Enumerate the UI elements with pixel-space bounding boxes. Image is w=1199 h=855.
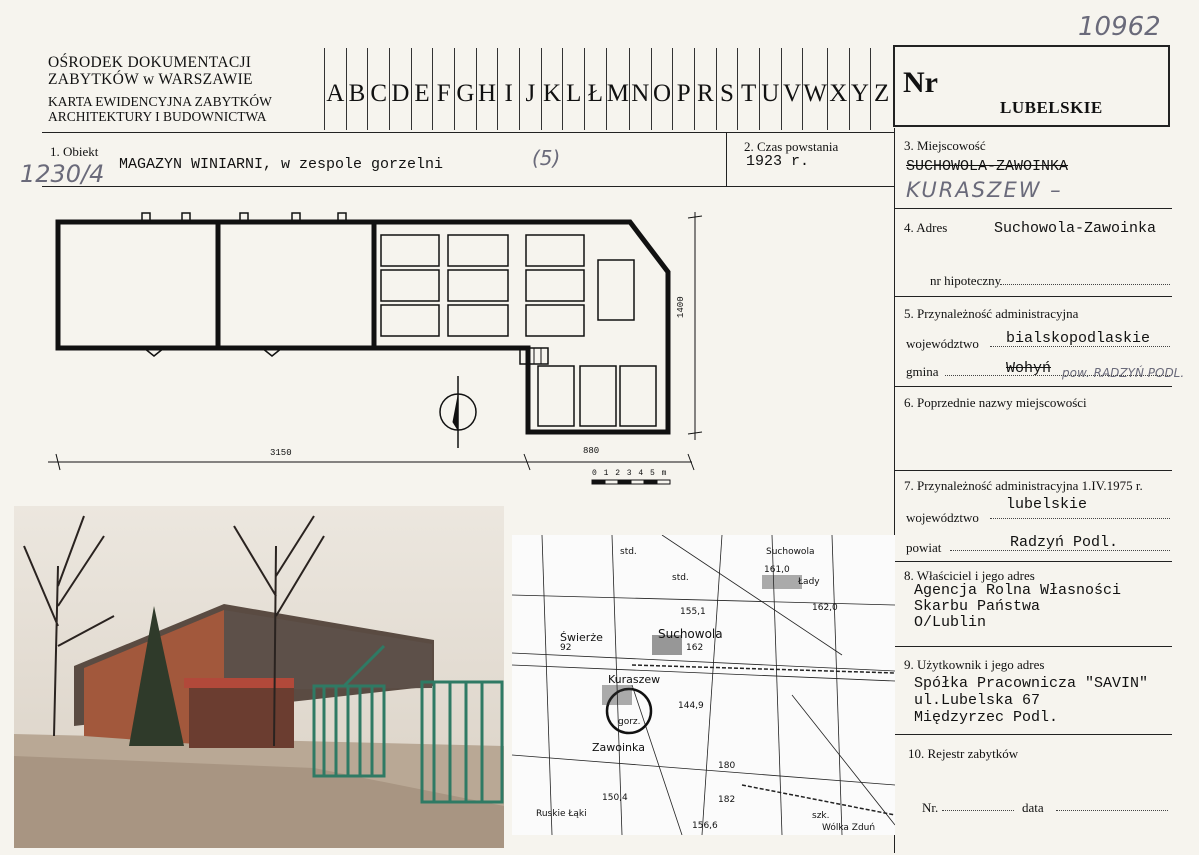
institute-name <box>48 54 293 88</box>
wlasciciel-line-3: O/Lublin <box>914 614 987 631</box>
wojewodztwo-dots <box>990 346 1170 347</box>
wojewodztwo-label: województwo <box>906 336 979 351</box>
alphabet-letter: I <box>497 48 519 130</box>
map-label: Świerże <box>560 631 603 644</box>
nr-label: Nr <box>903 66 938 99</box>
map-label: 162,0 <box>812 603 838 613</box>
map-label: Suchowola <box>766 547 815 557</box>
map-label: std. <box>620 547 637 557</box>
wojewodztwo-value: bialskopodlaskie <box>1006 330 1151 347</box>
map-label: Łady <box>798 577 820 587</box>
map-label: gorz. <box>618 717 641 727</box>
powiat-value: Radzyń Podl. <box>1010 534 1119 551</box>
alphabet-index <box>324 48 892 130</box>
divider-7 <box>894 561 1172 562</box>
map-label: 161,0 <box>764 565 790 575</box>
alphabet-letter: B <box>346 48 368 130</box>
divider-8 <box>894 646 1172 647</box>
uzytkownik-line-3: Międzyrzec Podl. <box>914 709 1059 726</box>
map-label: 156,6 <box>692 821 718 831</box>
uzytkownik-line-1: Spółka Pracownicza "SAVIN" <box>914 675 1149 692</box>
uzytkownik-value <box>914 675 1148 726</box>
dim-total: 3150 <box>270 448 292 458</box>
obiekt-handwritten: 1230/4 <box>20 160 105 188</box>
hipoteczny-dots <box>1000 284 1170 285</box>
map-label: 155,1 <box>680 607 706 617</box>
adres-value: Suchowola-Zawoinka <box>994 220 1157 237</box>
map-label: Kuraszew <box>608 673 661 686</box>
object-divider <box>42 186 894 187</box>
alphabet-letter: F <box>432 48 454 130</box>
powiat-dots <box>950 550 1170 551</box>
map-label: std. <box>672 573 689 583</box>
alphabet-letter: V <box>781 48 803 130</box>
scale-label: 0 1 2 3 4 5 m <box>592 469 668 478</box>
czas-value: 1923 r. <box>746 153 810 170</box>
map-label: 180 <box>718 761 736 771</box>
alphabet-letter: E <box>411 48 433 130</box>
institute-line-1: OŚRODEK DOKUMENTACJI <box>48 54 252 71</box>
wlasciciel-line-1: Agencja Rolna Własności <box>914 582 1122 599</box>
gmina-label: gmina <box>906 364 939 379</box>
divider-3 <box>894 208 1172 209</box>
divider-5 <box>894 386 1172 387</box>
obiekt-value: MAGAZYN WINIARNI, w zespole gorzelni <box>119 156 444 173</box>
alphabet-letter: Z <box>870 48 892 130</box>
dim-height: 1400 <box>676 296 686 318</box>
rejestr-label: 10. Rejestr zabytków <box>908 746 1019 761</box>
wlasciciel-label: 8. Właściciel i jego adres <box>904 568 1035 583</box>
card-title <box>48 94 293 124</box>
gmina-value: Wohyń <box>1006 360 1052 377</box>
alphabet-letter: R <box>694 48 716 130</box>
alphabet-letter: M <box>606 48 629 130</box>
czas-label: 2. Czas powstania <box>744 139 839 154</box>
header-divider <box>42 132 894 133</box>
rejestr-nr-dots <box>942 810 1014 811</box>
institute-line-2: ZABYTKÓW w WARSZAWIE <box>48 71 253 88</box>
uzytkownik-line-2: ul.Lubelska 67 <box>914 692 1041 709</box>
map-label: 92 <box>560 643 572 653</box>
alphabet-letter: W <box>802 48 827 130</box>
building-photo <box>14 506 504 848</box>
alphabet-letter: P <box>672 48 694 130</box>
obiekt-label: 1. Obiekt <box>50 144 99 159</box>
alphabet-letter: C <box>367 48 389 130</box>
alphabet-letter: O <box>651 48 673 130</box>
miejscowosc-label: 3. Miejscowość <box>904 138 986 153</box>
miejscowosc-handwritten: KURASZEW – <box>906 178 1063 202</box>
alphabet-letter: A <box>324 48 346 130</box>
powiat-label: powiat <box>906 540 942 555</box>
hipoteczny-label: nr hipoteczny <box>930 273 1002 288</box>
wlasciciel-value <box>914 583 1121 631</box>
poprzednie-label: 6. Poprzednie nazwy miejscowości <box>904 395 1087 410</box>
map-label: 182 <box>718 795 736 805</box>
map-label: szk. <box>812 811 830 821</box>
alphabet-letter: K <box>541 48 563 130</box>
miejscowosc-value: SUCHOWOLA-ZAWOINKA <box>906 158 1069 175</box>
uzytkownik-label: 9. Użytkownik i jego adres <box>904 657 1045 672</box>
rejestr-data-dots <box>1056 810 1168 811</box>
alphabet-letter: S <box>716 48 738 130</box>
alphabet-letter: G <box>454 48 476 130</box>
floor-plan <box>40 200 730 490</box>
map-label: 162 <box>686 643 704 653</box>
nr-value: LUBELSKIE <box>1000 98 1103 117</box>
gmina-dots <box>945 375 1170 376</box>
wojewodztwo-1975-dots <box>990 518 1170 519</box>
alphabet-letter: N <box>629 48 651 130</box>
divider-6 <box>894 470 1172 471</box>
divider-9 <box>894 734 1172 735</box>
archive-number: 10962 <box>1078 12 1161 42</box>
rejestr-data-label: data <box>1022 800 1044 815</box>
alphabet-letter: Y <box>849 48 871 130</box>
przynaleznosc-1975-label: 7. Przynależność administracyjna 1.IV.1975 r. <box>904 478 1143 493</box>
alphabet-letter: Ł <box>584 48 606 130</box>
alphabet-letter: T <box>737 48 759 130</box>
card-title-line-2: ARCHITEKTURY I BUDOWNICTWA <box>48 109 267 124</box>
alphabet-letter: D <box>389 48 411 130</box>
alphabet-letter: H <box>476 48 498 130</box>
wojewodztwo-1975-label: województwo <box>906 510 979 525</box>
adres-label: 4. Adres <box>904 220 948 235</box>
czas-divider <box>726 132 727 186</box>
alphabet-letter: U <box>759 48 781 130</box>
wojewodztwo-1975-value: lubelskie <box>1006 496 1088 513</box>
card-title-line-1: KARTA EWIDENCYJNA ZABYTKÓW <box>48 94 272 109</box>
map-label: 150,4 <box>602 793 628 803</box>
rejestr-nr-label: Nr. <box>922 800 939 815</box>
gmina-handwritten: pow. RADZYŃ PODL. <box>1062 366 1185 380</box>
przynaleznosc-label: 5. Przynależność administracyjna <box>904 306 1079 321</box>
alphabet-letter: X <box>827 48 849 130</box>
wlasciciel-line-2: Skarbu Państwa <box>914 598 1041 615</box>
map-label: 144,9 <box>678 701 704 711</box>
map-label: Ruskie Łąki <box>536 809 587 819</box>
alphabet-letter: L <box>562 48 584 130</box>
map-label: Wólka Zduń <box>822 823 876 833</box>
obiekt-note: (5) <box>532 146 561 170</box>
dim-part: 880 <box>583 446 600 456</box>
alphabet-letter: J <box>519 48 541 130</box>
map-label: Zawoinka <box>592 741 645 754</box>
map-labels <box>512 535 895 835</box>
divider-4 <box>894 296 1172 297</box>
map-label: Suchowola <box>658 627 723 641</box>
